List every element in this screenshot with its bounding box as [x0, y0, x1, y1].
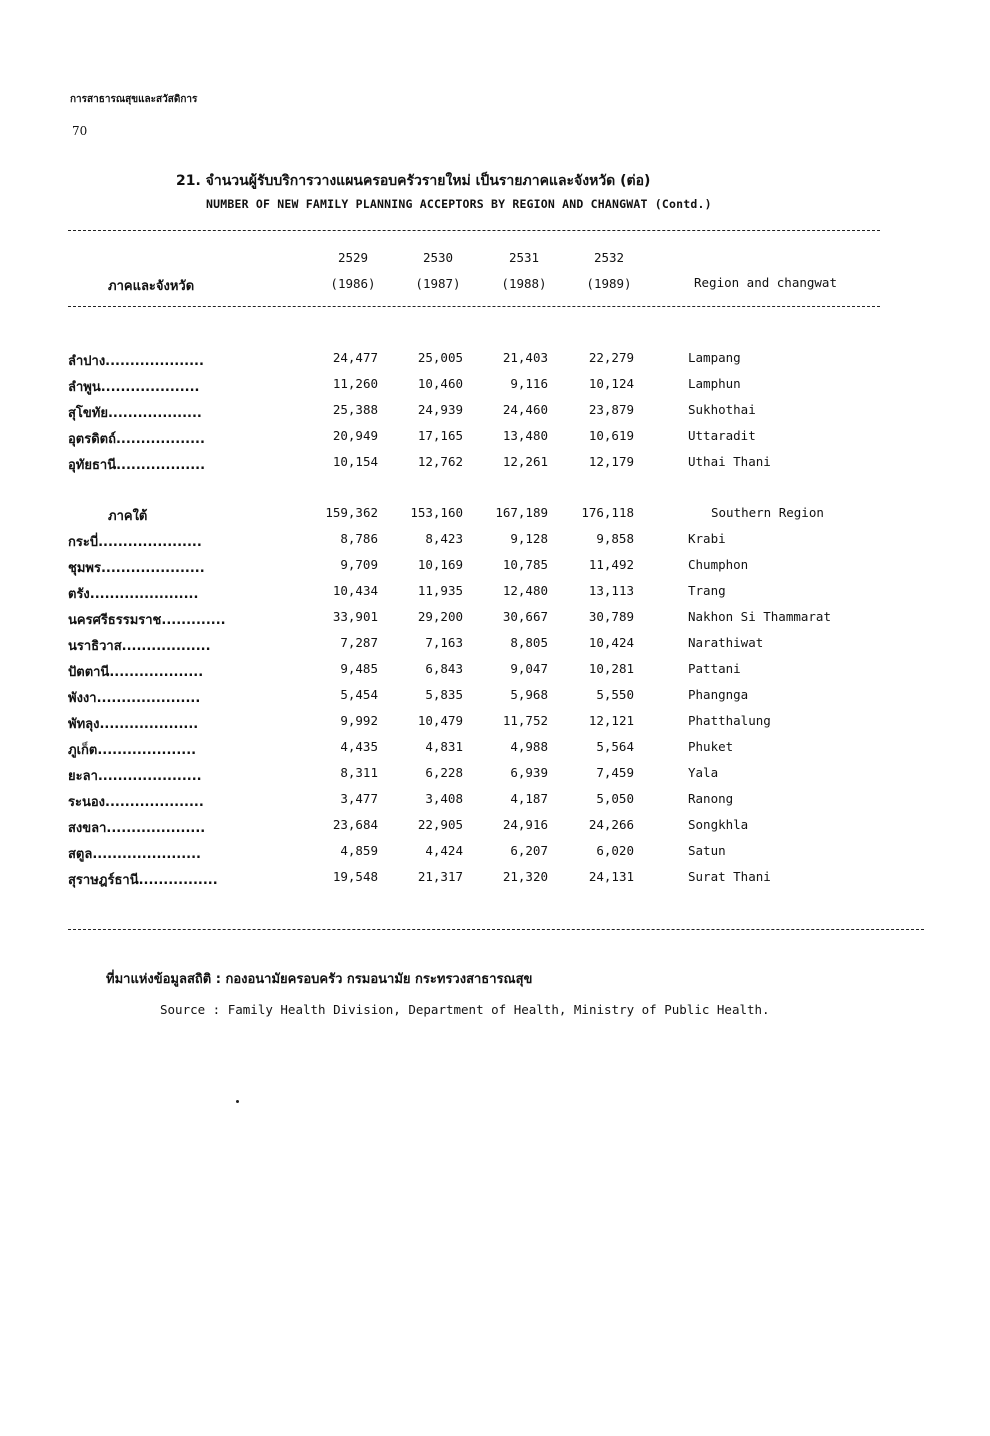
cell-value-2529: 11,260 [332, 376, 378, 391]
row-label-english: Yala [688, 765, 719, 780]
cell-value-2529: 23,684 [332, 817, 378, 832]
cell-value-2530: 17,165 [417, 428, 463, 443]
cell-value-2532: 10,424 [588, 635, 634, 650]
row-label-english: Pattani [688, 661, 741, 676]
row-label-thai: พังงา..................... [68, 691, 201, 706]
source-english: Source : Family Health Division, Department of Health, Ministry of Public Health. [160, 1002, 770, 1017]
cell-value-2529: 8,311 [340, 765, 378, 780]
cell-value-2532: 5,050 [596, 791, 634, 806]
table-row [68, 376, 928, 396]
cell-value-2530: 153,160 [410, 505, 463, 520]
cell-value-2532: 12,179 [588, 454, 634, 469]
year-be-1986: 2529 [337, 250, 369, 265]
table-bottom-rule [68, 929, 924, 930]
stray-dot [236, 1100, 239, 1103]
row-label-thai: ปัตตานี................... [68, 665, 204, 680]
cell-value-2531: 4,988 [510, 739, 548, 754]
cell-value-2531: 21,403 [502, 350, 548, 365]
table-row [68, 454, 928, 474]
cell-value-2530: 29,200 [417, 609, 463, 624]
year-ce-1988: (1988) [501, 276, 547, 291]
cell-value-2531: 10,785 [502, 557, 548, 572]
cell-value-2530: 12,762 [417, 454, 463, 469]
row-label-english: Chumphon [688, 557, 749, 572]
cell-value-2531: 5,968 [510, 687, 548, 702]
cell-value-2529: 3,477 [340, 791, 378, 806]
cell-value-2530: 24,939 [417, 402, 463, 417]
cell-value-2532: 6,020 [596, 843, 634, 858]
cell-value-2529: 25,388 [332, 402, 378, 417]
row-label-thai: นราธิวาส.................. [68, 639, 211, 654]
cell-value-2532: 9,858 [596, 531, 634, 546]
row-label-english: Southern Region [711, 505, 824, 520]
table-row [68, 765, 928, 785]
cell-value-2531: 9,128 [510, 531, 548, 546]
table-row [68, 661, 928, 681]
row-label-english: Uttaradit [688, 428, 756, 443]
row-label-thai: กระบี่..................... [68, 535, 202, 550]
cell-value-2529: 10,154 [332, 454, 378, 469]
page-number: 70 [72, 124, 88, 138]
row-label-thai: สุราษฎร์ธานี................ [68, 873, 218, 888]
cell-value-2531: 12,480 [502, 583, 548, 598]
column-header-english: Region and changwat [694, 275, 837, 290]
header-top-rule [68, 230, 880, 231]
cell-value-2532: 11,492 [588, 557, 634, 572]
cell-value-2531: 12,261 [502, 454, 548, 469]
cell-value-2532: 24,266 [588, 817, 634, 832]
row-label-english: Phatthalung [688, 713, 771, 728]
row-label-english: Songkhla [688, 817, 749, 832]
table-row [68, 817, 928, 837]
cell-value-2529: 159,362 [325, 505, 378, 520]
cell-value-2531: 6,939 [510, 765, 548, 780]
cell-value-2529: 20,949 [332, 428, 378, 443]
row-label-thai: ภาคใต้ [108, 509, 148, 524]
row-label-thai: สุโขทัย................... [68, 406, 202, 421]
row-label-english: Krabi [688, 531, 726, 546]
cell-value-2531: 21,320 [502, 869, 548, 884]
table-row [68, 843, 928, 863]
table-row [68, 531, 928, 551]
cell-value-2531: 24,916 [502, 817, 548, 832]
cell-value-2530: 6,843 [425, 661, 463, 676]
cell-value-2530: 7,163 [425, 635, 463, 650]
cell-value-2532: 176,118 [581, 505, 634, 520]
row-label-thai: ลำปาง.................... [68, 354, 204, 369]
row-label-english: Satun [688, 843, 726, 858]
table-row [68, 402, 928, 422]
cell-value-2532: 22,279 [588, 350, 634, 365]
row-label-thai: สงขลา.................... [68, 821, 206, 836]
cell-value-2530: 5,835 [425, 687, 463, 702]
table-row [68, 635, 928, 655]
cell-value-2532: 30,789 [588, 609, 634, 624]
cell-value-2529: 7,287 [340, 635, 378, 650]
cell-value-2532: 23,879 [588, 402, 634, 417]
cell-value-2529: 4,435 [340, 739, 378, 754]
row-label-english: Phuket [688, 739, 734, 754]
region-total-row [68, 505, 928, 525]
cell-value-2532: 10,281 [588, 661, 634, 676]
table-row [68, 428, 928, 448]
year-ce-1989: (1989) [586, 276, 632, 291]
cell-value-2532: 10,619 [588, 428, 634, 443]
running-header: การสาธารณสุขและสวัสดิการ [70, 94, 198, 105]
year-ce-1986: (1986) [330, 276, 376, 291]
cell-value-2530: 4,424 [425, 843, 463, 858]
cell-value-2530: 10,479 [417, 713, 463, 728]
cell-value-2530: 10,460 [417, 376, 463, 391]
cell-value-2532: 10,124 [588, 376, 634, 391]
row-label-english: Uthai Thani [688, 454, 771, 469]
cell-value-2529: 9,485 [340, 661, 378, 676]
cell-value-2532: 7,459 [596, 765, 634, 780]
cell-value-2531: 167,189 [495, 505, 548, 520]
year-be-1987: 2530 [422, 250, 454, 265]
row-label-thai: ชุมพร..................... [68, 561, 205, 576]
row-label-english: Trang [688, 583, 726, 598]
cell-value-2530: 22,905 [417, 817, 463, 832]
cell-value-2529: 4,859 [340, 843, 378, 858]
row-label-thai: พัทลุง.................... [68, 717, 199, 732]
cell-value-2531: 6,207 [510, 843, 548, 858]
column-header-thai: ภาคและจังหวัด [108, 279, 195, 294]
year-ce-1987: (1987) [415, 276, 461, 291]
row-label-english: Lamphun [688, 376, 741, 391]
cell-value-2532: 5,564 [596, 739, 634, 754]
cell-value-2531: 13,480 [502, 428, 548, 443]
cell-value-2531: 24,460 [502, 402, 548, 417]
cell-value-2529: 24,477 [332, 350, 378, 365]
row-label-thai: ภูเก็ต.................... [68, 743, 197, 758]
row-label-english: Ranong [688, 791, 734, 806]
cell-value-2530: 25,005 [417, 350, 463, 365]
table-row [68, 557, 928, 577]
table-title-english: NUMBER OF NEW FAMILY PLANNING ACCEPTORS BY REGION AND CHANGWAT (Contd.) [206, 197, 712, 211]
row-label-english: Surat Thani [688, 869, 771, 884]
cell-value-2532: 13,113 [588, 583, 634, 598]
cell-value-2530: 21,317 [417, 869, 463, 884]
cell-value-2530: 6,228 [425, 765, 463, 780]
cell-value-2529: 9,709 [340, 557, 378, 572]
cell-value-2529: 8,786 [340, 531, 378, 546]
cell-value-2531: 4,187 [510, 791, 548, 806]
cell-value-2531: 9,047 [510, 661, 548, 676]
cell-value-2532: 12,121 [588, 713, 634, 728]
source-thai: ที่มาแห่งข้อมูลสถิติ : กองอนามัยครอบครัว กรมอนามัย กระทรวงสาธารณสุข [106, 972, 533, 987]
table-row [68, 350, 928, 370]
cell-value-2531: 9,116 [510, 376, 548, 391]
cell-value-2532: 24,131 [588, 869, 634, 884]
row-label-thai: อุตรดิตถ์.................. [68, 432, 205, 447]
cell-value-2529: 33,901 [332, 609, 378, 624]
cell-value-2530: 3,408 [425, 791, 463, 806]
cell-value-2531: 30,667 [502, 609, 548, 624]
table-row [68, 583, 928, 603]
row-label-english: Phangnga [688, 687, 749, 702]
table-row [68, 791, 928, 811]
row-label-thai: สตูล...................... [68, 847, 201, 862]
cell-value-2529: 10,434 [332, 583, 378, 598]
row-label-thai: ตรัง...................... [68, 587, 199, 602]
row-label-thai: นครศรีธรรมราช............. [68, 613, 226, 628]
cell-value-2531: 8,805 [510, 635, 548, 650]
cell-value-2529: 9,992 [340, 713, 378, 728]
table-row [68, 713, 928, 733]
cell-value-2530: 4,831 [425, 739, 463, 754]
row-label-english: Narathiwat [688, 635, 764, 650]
row-label-english: Sukhothai [688, 402, 756, 417]
header-bottom-rule [68, 306, 880, 307]
row-label-thai: ยะลา..................... [68, 769, 202, 784]
table-title-thai: 21. จำนวนผู้รับบริการวางแผนครอบครัวรายใหม่ เป็นรายภาคและจังหวัด (ต่อ) [176, 173, 651, 189]
cell-value-2530: 10,169 [417, 557, 463, 572]
cell-value-2532: 5,550 [596, 687, 634, 702]
cell-value-2530: 8,423 [425, 531, 463, 546]
year-be-1988: 2531 [508, 250, 540, 265]
row-label-english: Lampang [688, 350, 741, 365]
row-label-english: Nakhon Si Thammarat [688, 609, 831, 624]
year-be-1989: 2532 [593, 250, 625, 265]
row-label-thai: ระนอง.................... [68, 795, 204, 810]
row-label-thai: อุทัยธานี.................. [68, 458, 206, 473]
cell-value-2529: 19,548 [332, 869, 378, 884]
table-row [68, 869, 928, 889]
cell-value-2530: 11,935 [417, 583, 463, 598]
table-row [68, 609, 928, 629]
table-row [68, 687, 928, 707]
row-label-thai: ลำพูน.................... [68, 380, 200, 395]
cell-value-2529: 5,454 [340, 687, 378, 702]
table-row [68, 739, 928, 759]
cell-value-2531: 11,752 [502, 713, 548, 728]
